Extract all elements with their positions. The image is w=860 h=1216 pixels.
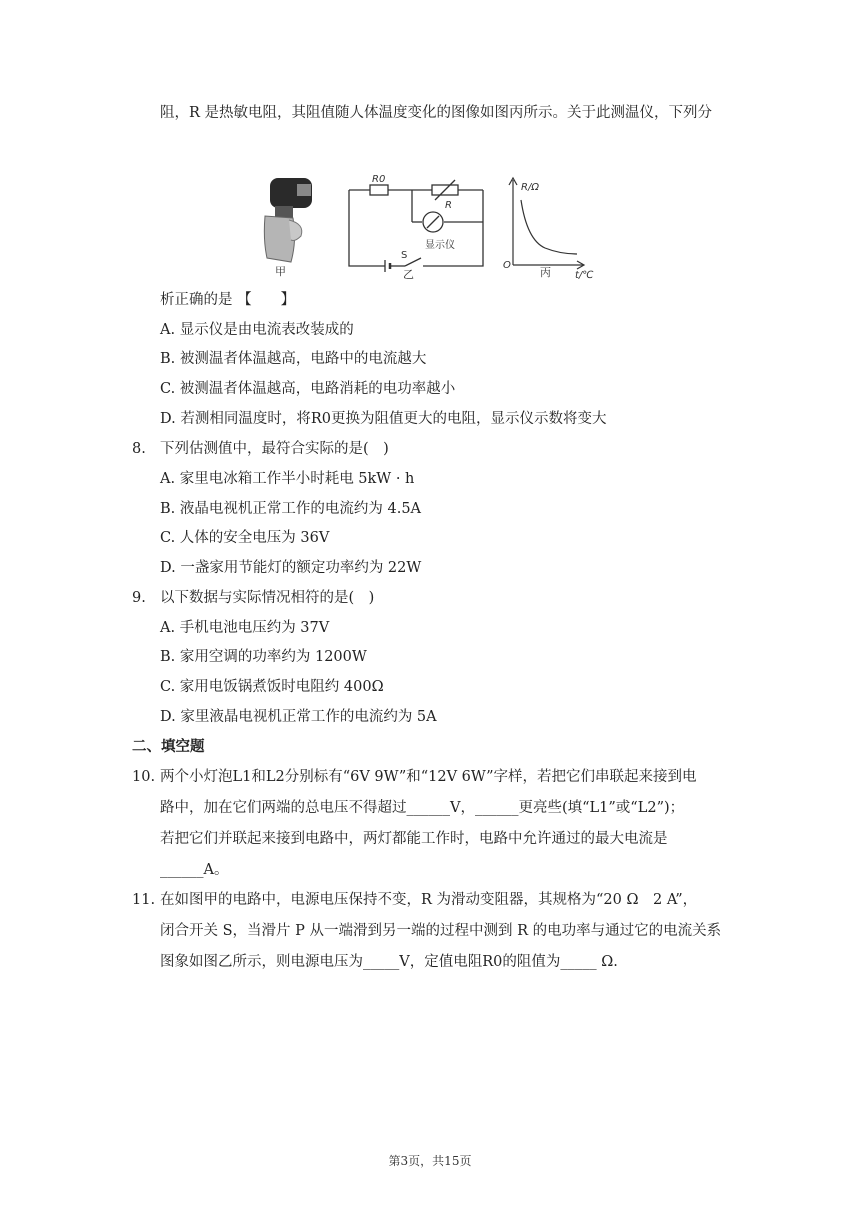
q9-option-c: C. 家用电饭锅煮饭时电阻约 400Ω (160, 679, 384, 695)
figure-circuit (245, 170, 625, 280)
label-jia: 甲 (275, 265, 286, 278)
page-footer: 第3页，共15页 (388, 1154, 472, 1168)
q7-option-d: D. 若测相同温度时，将R0更换为阻值更大的电阻，显示仪示数将变大 (160, 411, 607, 427)
label-bing: 丙 (540, 266, 551, 279)
q10-line2: 路中，加在它们两端的总电压不得超过______V，______更亮些(填“L1”或“L2”)； (160, 800, 685, 816)
q11-line2: 闭合开关 S，当滑片 P 从一端滑到另一端的过程中测到 R 的电功率与通过它的电流关系 (160, 923, 722, 939)
q9-number: 9. (132, 590, 146, 606)
q9-option-d: D. 家里液晶电视机正常工作的电流约为 5A (160, 709, 437, 725)
q7-option-a: A. 显示仪是由电流表改装成的 (160, 322, 354, 338)
q7-option-b: B. 被测温者体温越高，电路中的电流越大 (160, 351, 427, 367)
graph-origin: O (503, 260, 511, 271)
q9-stem: 以下数据与实际情况相符的是( ) (160, 590, 375, 606)
intro-text: 阻，R 是热敏电阻，其阻值随人体温度变化的图像如图丙所示。关于此测温仪，下列分 (160, 105, 713, 121)
label-yi: 乙 (403, 268, 414, 280)
q8-option-d: D. 一盏家用节能灯的额定功率约为 22W (160, 560, 422, 576)
label-switch: S (401, 250, 408, 261)
label-r: R (445, 200, 452, 211)
q7-option-c: C. 被测温者体温越高，电路消耗的电功率越小 (160, 381, 456, 397)
q11-number: 11. (132, 892, 156, 908)
q8-number: 8. (132, 441, 146, 457)
q9-option-a: A. 手机电池电压约为 37V (160, 620, 330, 636)
graph-x-label: t/℃ (575, 270, 594, 280)
q11-line3: 图象如图乙所示，则电源电压为_____V，定值电阻R0的阻值为_____ Ω. (160, 954, 618, 970)
thermometer-gun-image (264, 178, 312, 262)
graph-y-label: R/Ω (521, 182, 539, 193)
q8-option-c: C. 人体的安全电压为 36V (160, 530, 330, 546)
q7-stem: 析正确的是 【 】 (160, 292, 296, 308)
q8-stem: 下列估测值中，最符合实际的是( ) (160, 441, 389, 457)
label-r0: R0 (372, 174, 386, 185)
q10-line3: 若把它们并联起来接到电路中，两灯都能工作时，电路中允许通过的最大电流是 (160, 831, 668, 847)
label-display: 显示仪 (425, 240, 455, 251)
circuit-diagram (349, 180, 483, 272)
q8-option-b: B. 液晶电视机正常工作的电流约为 4.5A (160, 501, 422, 517)
section-heading: 二、填空题 (132, 738, 205, 755)
q8-option-a: A. 家里电冰箱工作半小时耗电 5kW · h (160, 471, 415, 487)
q10-number: 10. (132, 769, 156, 785)
q11-line1: 在如图甲的电路中，电源电压保持不变，R 为滑动变阻器，其规格为“20 Ω 2 A”， (160, 892, 698, 908)
q10-line4: ______A。 (160, 862, 229, 878)
q10-line1: 两个小灯泡L1和L2分别标有“6V 9W”和“12V 6W”字样，若把它们串联起来接到电 (160, 769, 697, 785)
q9-option-b: B. 家用空调的功率约为 1200W (160, 649, 367, 665)
